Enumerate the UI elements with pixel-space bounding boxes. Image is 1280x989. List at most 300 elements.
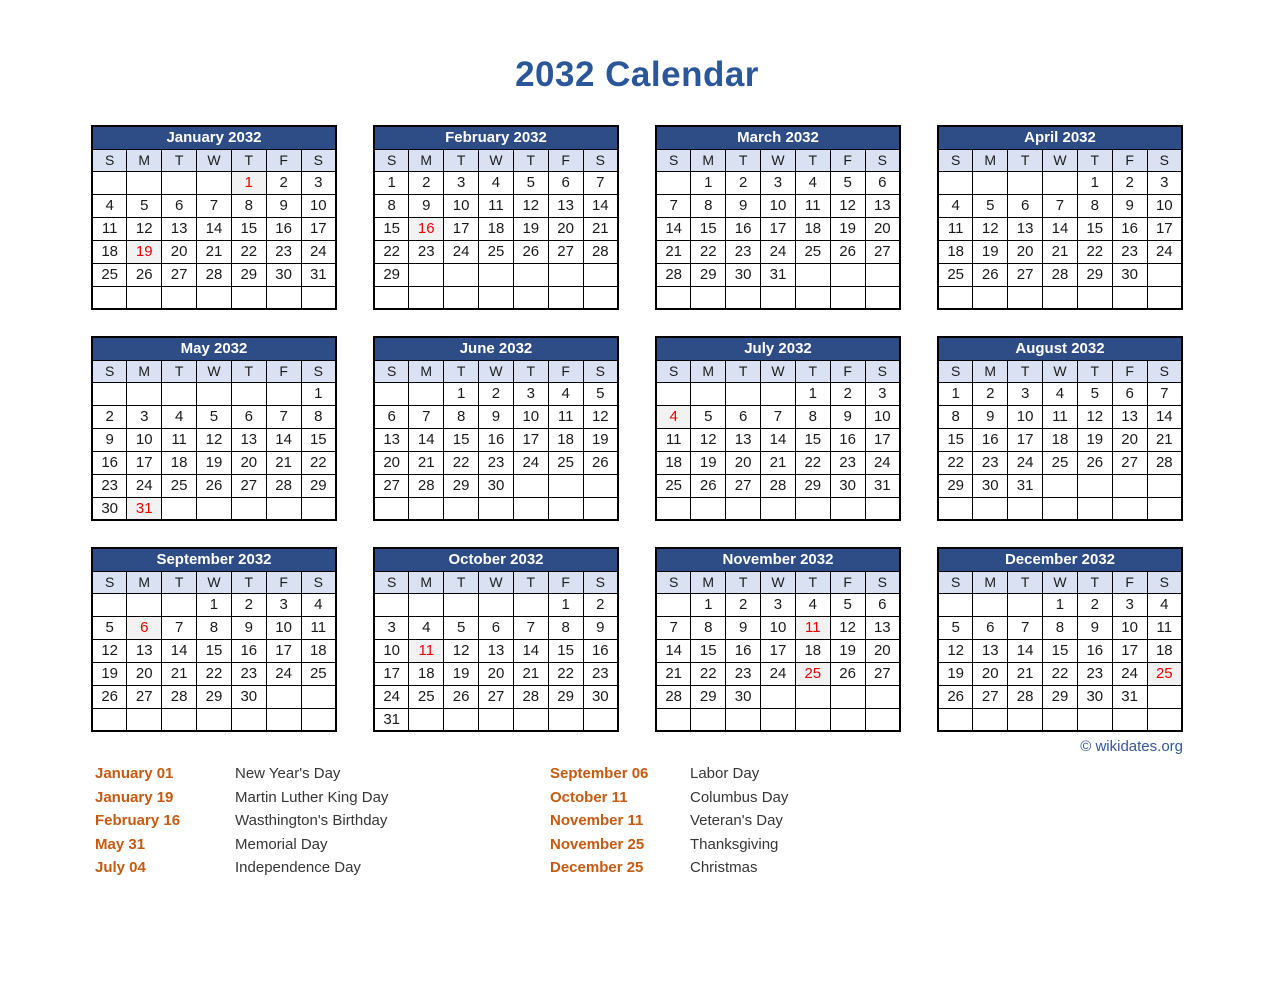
- day-cell: 20: [1112, 428, 1147, 451]
- day-cell: 13: [162, 217, 197, 240]
- holiday-legend-left-column: [95, 762, 550, 880]
- day-of-week-header: W: [479, 360, 514, 382]
- day-cell: 26: [938, 685, 973, 708]
- day-cell: 10: [761, 194, 796, 217]
- month-table: [655, 547, 901, 732]
- day-cell: [1008, 497, 1043, 520]
- day-cell: 8: [938, 405, 973, 428]
- day-cell-holiday: 11: [795, 616, 830, 639]
- day-cell: 11: [656, 428, 691, 451]
- holiday-legend-row: [95, 833, 550, 857]
- day-of-week-header: M: [409, 149, 444, 171]
- day-cell: [938, 708, 973, 731]
- day-cell: 22: [548, 662, 583, 685]
- day-cell: [92, 593, 127, 616]
- day-cell-holiday: 4: [656, 405, 691, 428]
- day-cell: [973, 171, 1008, 194]
- day-cell: 20: [1008, 240, 1043, 263]
- day-cell: 4: [479, 171, 514, 194]
- day-cell: 8: [197, 616, 232, 639]
- day-cell: 25: [92, 263, 127, 286]
- day-cell: [1147, 474, 1182, 497]
- day-cell: [444, 263, 479, 286]
- day-cell: 26: [444, 685, 479, 708]
- day-of-week-header: M: [127, 360, 162, 382]
- day-cell: 9: [92, 428, 127, 451]
- day-cell: 30: [830, 474, 865, 497]
- day-cell: 26: [973, 263, 1008, 286]
- day-cell: [513, 708, 548, 731]
- day-cell: 17: [761, 639, 796, 662]
- day-cell: 23: [726, 240, 761, 263]
- day-cell: [548, 708, 583, 731]
- day-cell: 29: [1077, 263, 1112, 286]
- day-of-week-header: S: [301, 149, 336, 171]
- day-cell: 27: [231, 474, 266, 497]
- day-cell: 22: [691, 240, 726, 263]
- day-cell: [938, 171, 973, 194]
- day-cell: 6: [374, 405, 409, 428]
- day-cell: 30: [726, 263, 761, 286]
- day-cell: [583, 708, 618, 731]
- day-of-week-header: S: [938, 571, 973, 593]
- day-of-week-header: T: [444, 149, 479, 171]
- day-cell: [266, 685, 301, 708]
- holiday-date: December 25: [550, 859, 644, 877]
- day-of-week-header: W: [197, 149, 232, 171]
- day-of-week-header: F: [266, 149, 301, 171]
- day-cell: 23: [583, 662, 618, 685]
- day-cell: 19: [1077, 428, 1112, 451]
- day-cell: 18: [548, 428, 583, 451]
- day-of-week-header: S: [583, 360, 618, 382]
- day-cell: [1043, 286, 1078, 309]
- day-of-week-header: M: [409, 571, 444, 593]
- day-cell: 31: [761, 263, 796, 286]
- holiday-name: Independence Day: [235, 859, 361, 877]
- day-cell: 27: [548, 240, 583, 263]
- day-cell: [197, 382, 232, 405]
- day-cell: 11: [795, 194, 830, 217]
- holiday-legend-row: [95, 856, 550, 880]
- day-cell: 4: [1043, 382, 1078, 405]
- holiday-legend-row: [550, 809, 788, 833]
- day-cell: 7: [162, 616, 197, 639]
- day-cell: 12: [513, 194, 548, 217]
- day-cell: 15: [444, 428, 479, 451]
- day-cell: 16: [726, 639, 761, 662]
- day-cell: 23: [92, 474, 127, 497]
- day-cell: 2: [830, 382, 865, 405]
- day-cell: 18: [92, 240, 127, 263]
- day-cell: 4: [938, 194, 973, 217]
- day-cell: 27: [1112, 451, 1147, 474]
- day-cell: 10: [127, 428, 162, 451]
- day-of-week-header: W: [1043, 360, 1078, 382]
- day-cell: 3: [374, 616, 409, 639]
- day-cell: 22: [231, 240, 266, 263]
- day-cell: 18: [1147, 639, 1182, 662]
- day-cell: 15: [691, 639, 726, 662]
- day-cell: [656, 382, 691, 405]
- day-cell-holiday: 25: [795, 662, 830, 685]
- day-cell: [162, 497, 197, 520]
- day-cell: [973, 497, 1008, 520]
- day-of-week-header: S: [656, 149, 691, 171]
- day-cell: 3: [513, 382, 548, 405]
- day-cell: 4: [301, 593, 336, 616]
- calendar-page: [91, 0, 1183, 880]
- day-cell: 2: [726, 171, 761, 194]
- day-of-week-header: S: [938, 360, 973, 382]
- day-cell: 14: [656, 217, 691, 240]
- holiday-legend-row: [95, 786, 550, 810]
- day-of-week-header: F: [548, 360, 583, 382]
- day-cell: [1077, 708, 1112, 731]
- day-cell: 8: [1043, 616, 1078, 639]
- day-cell: [92, 382, 127, 405]
- day-of-week-header: W: [1043, 571, 1078, 593]
- day-cell: [197, 497, 232, 520]
- day-of-week-header: T: [1077, 149, 1112, 171]
- day-cell: 8: [444, 405, 479, 428]
- day-of-week-header: S: [92, 571, 127, 593]
- day-of-week-header: S: [865, 149, 900, 171]
- day-cell: 11: [938, 217, 973, 240]
- day-cell: 16: [1112, 217, 1147, 240]
- day-cell: 10: [513, 405, 548, 428]
- day-cell: 16: [92, 451, 127, 474]
- day-cell: 17: [1008, 428, 1043, 451]
- day-cell: 6: [865, 171, 900, 194]
- day-cell: 31: [301, 263, 336, 286]
- day-cell: 13: [548, 194, 583, 217]
- day-cell: [865, 708, 900, 731]
- day-cell: [444, 286, 479, 309]
- day-cell: 9: [409, 194, 444, 217]
- day-cell: [266, 382, 301, 405]
- day-cell: 6: [1112, 382, 1147, 405]
- day-cell: 13: [865, 616, 900, 639]
- day-of-week-header: M: [973, 149, 1008, 171]
- day-of-week-header: W: [761, 571, 796, 593]
- day-cell: 16: [231, 639, 266, 662]
- day-cell: 8: [691, 616, 726, 639]
- day-cell: 28: [761, 474, 796, 497]
- month-title: August 2032: [938, 337, 1182, 360]
- day-cell: 27: [865, 662, 900, 685]
- day-cell-holiday: 6: [127, 616, 162, 639]
- day-of-week-header: F: [266, 571, 301, 593]
- day-cell: [691, 708, 726, 731]
- day-cell: 17: [127, 451, 162, 474]
- day-cell: [865, 263, 900, 286]
- day-cell: 20: [127, 662, 162, 685]
- day-cell: 29: [197, 685, 232, 708]
- day-cell: 27: [162, 263, 197, 286]
- day-cell: [761, 497, 796, 520]
- day-cell: 28: [1043, 263, 1078, 286]
- day-of-week-header: W: [197, 571, 232, 593]
- day-cell: 16: [973, 428, 1008, 451]
- day-of-week-header: S: [374, 571, 409, 593]
- day-cell: 17: [1147, 217, 1182, 240]
- day-cell: 27: [865, 240, 900, 263]
- day-cell: 4: [795, 171, 830, 194]
- day-cell: 9: [726, 194, 761, 217]
- day-cell: 10: [444, 194, 479, 217]
- day-cell: 10: [1147, 194, 1182, 217]
- holiday-legend-row: [550, 856, 788, 880]
- day-cell: 7: [656, 194, 691, 217]
- day-of-week-header: M: [973, 360, 1008, 382]
- day-of-week-header: T: [513, 149, 548, 171]
- day-cell: 5: [92, 616, 127, 639]
- day-cell: 11: [548, 405, 583, 428]
- day-cell: 18: [479, 217, 514, 240]
- day-cell-holiday: 31: [127, 497, 162, 520]
- day-of-week-header: T: [444, 571, 479, 593]
- day-of-week-header: F: [830, 360, 865, 382]
- day-cell: 14: [197, 217, 232, 240]
- day-cell: 14: [656, 639, 691, 662]
- day-cell: 14: [1008, 639, 1043, 662]
- day-cell: 7: [197, 194, 232, 217]
- day-cell: 12: [691, 428, 726, 451]
- day-cell: [162, 171, 197, 194]
- day-cell: [444, 708, 479, 731]
- day-of-week-header: M: [127, 571, 162, 593]
- day-cell: [444, 593, 479, 616]
- day-cell: [301, 708, 336, 731]
- day-cell: [1112, 286, 1147, 309]
- day-of-week-header: T: [795, 149, 830, 171]
- day-cell: 10: [865, 405, 900, 428]
- day-cell: [973, 593, 1008, 616]
- day-cell: 29: [691, 685, 726, 708]
- holiday-name: Christmas: [690, 859, 758, 877]
- day-cell: 9: [583, 616, 618, 639]
- day-cell: 23: [479, 451, 514, 474]
- day-cell: [162, 708, 197, 731]
- day-cell: [548, 497, 583, 520]
- day-cell: 5: [938, 616, 973, 639]
- day-cell: 29: [231, 263, 266, 286]
- day-of-week-header: S: [1147, 571, 1182, 593]
- day-cell: [1008, 286, 1043, 309]
- day-cell: [1008, 708, 1043, 731]
- day-cell: 1: [691, 171, 726, 194]
- day-of-week-header: M: [691, 360, 726, 382]
- day-of-week-header: F: [548, 571, 583, 593]
- day-cell: 25: [479, 240, 514, 263]
- day-cell: 24: [374, 685, 409, 708]
- day-of-week-header: T: [444, 360, 479, 382]
- day-cell: [409, 593, 444, 616]
- day-cell: 28: [583, 240, 618, 263]
- day-cell: 1: [938, 382, 973, 405]
- day-cell: [266, 286, 301, 309]
- day-cell: 27: [973, 685, 1008, 708]
- day-cell: 8: [795, 405, 830, 428]
- day-cell: 24: [513, 451, 548, 474]
- day-cell: 1: [548, 593, 583, 616]
- day-cell: 29: [691, 263, 726, 286]
- day-cell: 20: [973, 662, 1008, 685]
- day-cell: 11: [162, 428, 197, 451]
- day-cell: 8: [301, 405, 336, 428]
- day-cell: 18: [656, 451, 691, 474]
- day-cell: 15: [548, 639, 583, 662]
- day-cell: 7: [266, 405, 301, 428]
- day-cell: [1147, 286, 1182, 309]
- day-cell: 19: [938, 662, 973, 685]
- day-cell: 9: [1112, 194, 1147, 217]
- day-cell: 7: [761, 405, 796, 428]
- day-cell: 7: [1008, 616, 1043, 639]
- day-of-week-header: S: [374, 149, 409, 171]
- copyright-credit: © wikidates.org: [1080, 738, 1183, 755]
- month-title: April 2032: [938, 126, 1182, 149]
- day-of-week-header: T: [726, 360, 761, 382]
- day-of-week-header: S: [92, 149, 127, 171]
- day-cell: 18: [795, 639, 830, 662]
- day-cell: 28: [1008, 685, 1043, 708]
- day-cell: 26: [830, 662, 865, 685]
- day-cell: 14: [761, 428, 796, 451]
- day-cell: [479, 497, 514, 520]
- day-of-week-header: W: [1043, 149, 1078, 171]
- day-cell: 23: [1112, 240, 1147, 263]
- day-cell: 3: [301, 171, 336, 194]
- day-cell: 29: [1043, 685, 1078, 708]
- day-cell: [865, 286, 900, 309]
- day-cell: 3: [1008, 382, 1043, 405]
- day-cell: 4: [1147, 593, 1182, 616]
- day-cell: [1008, 171, 1043, 194]
- day-cell: 19: [830, 217, 865, 240]
- day-cell-holiday: 19: [127, 240, 162, 263]
- day-cell: 24: [1008, 451, 1043, 474]
- day-cell: 30: [1077, 685, 1112, 708]
- day-cell: 8: [691, 194, 726, 217]
- day-cell: [127, 171, 162, 194]
- day-cell: 12: [973, 217, 1008, 240]
- day-cell: 15: [231, 217, 266, 240]
- day-cell: [583, 286, 618, 309]
- day-cell: 31: [374, 708, 409, 731]
- day-cell: 28: [656, 263, 691, 286]
- day-cell: 5: [973, 194, 1008, 217]
- day-cell: 2: [583, 593, 618, 616]
- day-of-week-header: S: [656, 360, 691, 382]
- day-cell: 3: [865, 382, 900, 405]
- day-cell: [1077, 474, 1112, 497]
- day-cell: 13: [1112, 405, 1147, 428]
- day-cell: [1008, 593, 1043, 616]
- day-cell: 16: [583, 639, 618, 662]
- day-cell: 26: [583, 451, 618, 474]
- day-of-week-header: S: [583, 571, 618, 593]
- day-cell: 28: [197, 263, 232, 286]
- month-table: [91, 547, 337, 732]
- day-cell: 19: [691, 451, 726, 474]
- day-of-week-header: S: [865, 571, 900, 593]
- day-cell: 25: [548, 451, 583, 474]
- day-of-week-header: T: [162, 571, 197, 593]
- day-cell: 13: [374, 428, 409, 451]
- day-cell: [583, 263, 618, 286]
- day-cell: 6: [1008, 194, 1043, 217]
- page-title: 2032 Calendar: [515, 55, 759, 94]
- day-cell: [231, 286, 266, 309]
- day-cell: 3: [444, 171, 479, 194]
- month-table: [91, 125, 337, 310]
- day-of-week-header: T: [1008, 360, 1043, 382]
- day-cell: [197, 171, 232, 194]
- month-title: December 2032: [938, 548, 1182, 571]
- day-cell: 22: [691, 662, 726, 685]
- day-cell: 18: [409, 662, 444, 685]
- day-cell: [795, 708, 830, 731]
- day-cell: 25: [938, 263, 973, 286]
- day-cell: 10: [266, 616, 301, 639]
- day-cell: [865, 497, 900, 520]
- day-cell: [795, 263, 830, 286]
- day-cell: [938, 286, 973, 309]
- day-cell: [92, 708, 127, 731]
- day-cell: 13: [1008, 217, 1043, 240]
- day-cell: 6: [231, 405, 266, 428]
- month-title: January 2032: [92, 126, 336, 149]
- day-cell: 17: [374, 662, 409, 685]
- day-cell: 27: [1008, 263, 1043, 286]
- month-table: [937, 336, 1183, 521]
- day-cell: 14: [513, 639, 548, 662]
- day-cell: 19: [513, 217, 548, 240]
- day-cell: 2: [409, 171, 444, 194]
- day-cell: [127, 708, 162, 731]
- day-cell: 3: [127, 405, 162, 428]
- holiday-legend-row: [550, 762, 788, 786]
- month-table: [373, 336, 619, 521]
- day-of-week-header: T: [231, 571, 266, 593]
- day-cell: 9: [973, 405, 1008, 428]
- day-cell: 21: [583, 217, 618, 240]
- day-cell: [583, 474, 618, 497]
- day-cell: 8: [548, 616, 583, 639]
- day-cell: [938, 497, 973, 520]
- day-cell: [479, 286, 514, 309]
- day-cell: 15: [691, 217, 726, 240]
- day-cell: 22: [938, 451, 973, 474]
- day-cell: 28: [1147, 451, 1182, 474]
- day-cell: 1: [374, 171, 409, 194]
- day-cell: [726, 497, 761, 520]
- day-cell: 29: [938, 474, 973, 497]
- day-of-week-header: W: [479, 149, 514, 171]
- day-cell: 5: [830, 171, 865, 194]
- day-cell: 23: [973, 451, 1008, 474]
- day-cell: [726, 382, 761, 405]
- day-cell: 16: [479, 428, 514, 451]
- day-cell: 14: [1043, 217, 1078, 240]
- day-cell: [266, 708, 301, 731]
- day-cell: [162, 382, 197, 405]
- day-cell: [830, 708, 865, 731]
- day-cell: 16: [1077, 639, 1112, 662]
- day-of-week-header: S: [865, 360, 900, 382]
